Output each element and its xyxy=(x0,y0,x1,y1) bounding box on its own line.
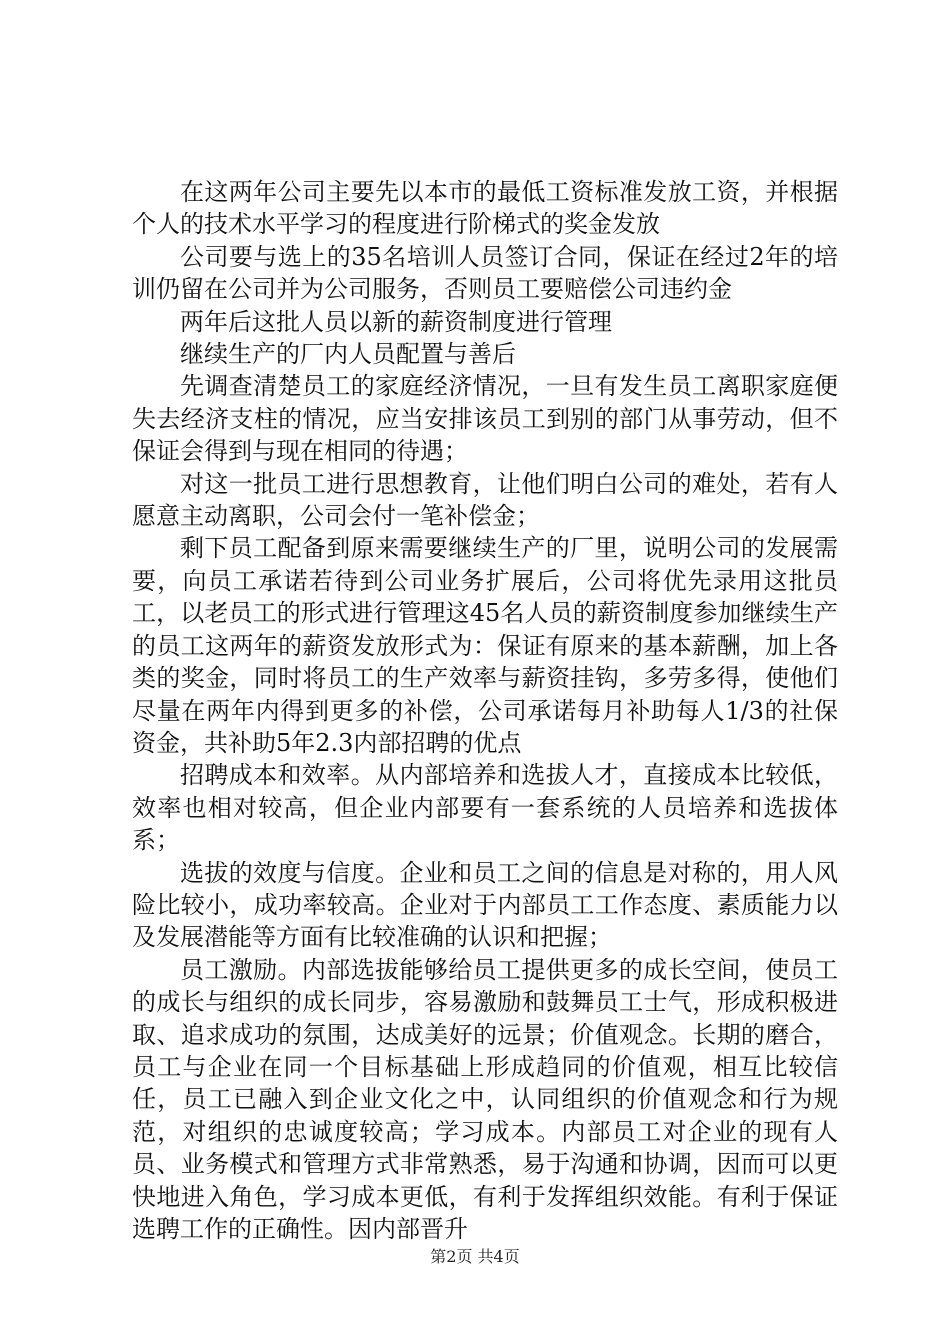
paragraph: 选拔的效度与信度。企业和员工之间的信息是对称的，用人风险比较小，成功率较高。企业对于内部员工工作态度、素质能力以及发展潜能等方面有比较准确的认识和把握； xyxy=(132,858,838,952)
paragraph: 两年后这批人员以新的薪资制度进行管理 xyxy=(180,307,612,336)
paragraph: 公司要与选上的35名培训人员签订合同，保证在经过2年的培训仍留在公司并为公司服务，否则员工要赔偿公司违约金 xyxy=(132,242,838,304)
paragraph: 招聘成本和效率。从内部培养和选拔人才，直接成本比较低，效率也相对较高，但企业内部要有一套系统的人员培养和选拔体系； xyxy=(132,761,838,855)
paragraph: 对这一批员工进行思想教育，让他们明白公司的难处，若有人愿意主动离职，公司会付一笔补偿金； xyxy=(132,469,838,531)
paragraph: 继续生产的厂内人员配置与善后 xyxy=(180,340,516,369)
document-body xyxy=(132,176,838,1245)
paragraph: 在这两年公司主要先以本市的最低工资标准发放工资，并根据个人的技术水平学习的程度进行阶梯式的奖金发放 xyxy=(132,178,838,239)
paragraph: 员工激励。内部选拔能够给员工提供更多的成长空间，使员工的成长与组织的成长同步，容易激励和鼓舞员工士气，形成积极进取、追求成功的氛围，达成美好的远景；价值观念。长期的磨合，员工与企业在同一个目标基础上形成趋同的价值观，相互比较信任，员工已融入到企业文化之中，认同组织的价值观念和行为规范，对组织的忠诚度较高；学习成本。内部员工对企业的现有人员、业务模式和管理方式非常熟悉，易于沟通和协调，因而可以更快地进入角色，学习成本更低，有利于发挥组织效能。有利于保证选聘工作的正确性。因内部晋升 xyxy=(132,955,838,1243)
paragraph: 先调查清楚员工的家庭经济情况，一旦有发生员工离职家庭便失去经济支柱的情况，应当安排该员工到别的部门从事劳动，但不保证会得到与现在相同的待遇； xyxy=(132,372,838,466)
page-number-footer: 第2页 共4页 xyxy=(430,1247,520,1266)
paragraph: 剩下员工配备到原来需要继续生产的厂里，说明公司的发展需要，向员工承诺若待到公司业务扩展后，公司将优先录用这批员工，以老员工的形式进行管理这45名人员的薪资制度参加继续生产的员工这两年的薪资发放形式为：保证有原来的基本薪酬，加上各类的奖金，同时将员工的生产效率与薪资挂钩，多劳多得，使他们尽量在两年内得到更多的补偿，公司承诺每月补助每人1/3的社保资金，共补助5年2.3内部招聘的优点 xyxy=(132,534,838,757)
